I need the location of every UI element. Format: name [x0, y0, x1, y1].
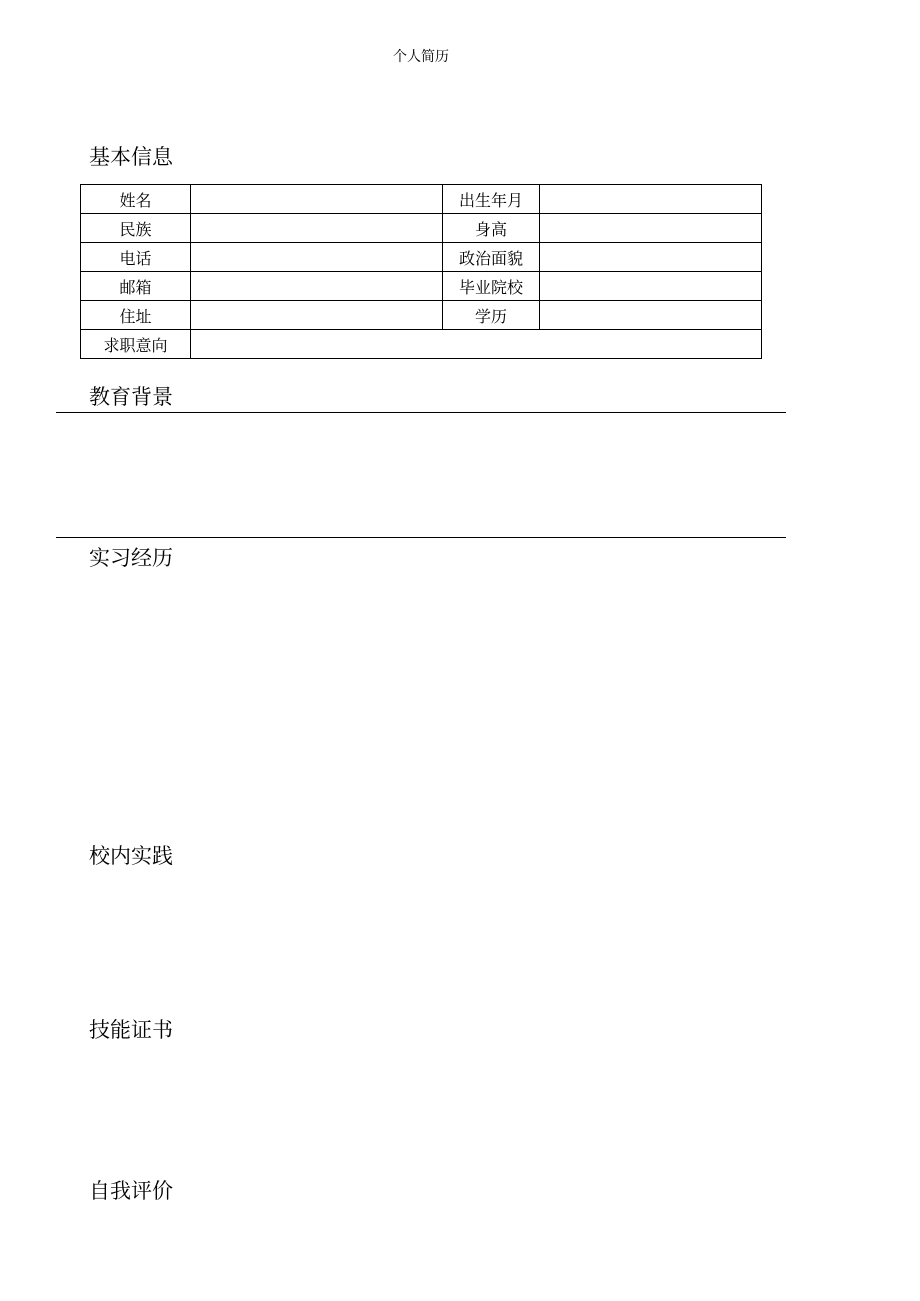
value-email[interactable]: [191, 272, 443, 301]
value-ethnicity[interactable]: [191, 214, 443, 243]
value-height[interactable]: [540, 214, 762, 243]
value-address[interactable]: [191, 301, 443, 330]
document-title: 个人简历: [393, 49, 449, 65]
section-heading-basic-info: 基本信息: [89, 145, 173, 169]
label-ethnicity: 民族: [81, 214, 191, 243]
label-name: 姓名: [81, 185, 191, 214]
section-heading-internship: 实习经历: [89, 546, 173, 570]
value-phone[interactable]: [191, 243, 443, 272]
value-birth-date[interactable]: [540, 185, 762, 214]
label-degree: 学历: [443, 301, 540, 330]
label-phone: 电话: [81, 243, 191, 272]
table-row: [81, 330, 762, 359]
basic-info-table: [80, 184, 762, 359]
divider: [56, 412, 786, 413]
table-row: [81, 272, 762, 301]
value-school[interactable]: [540, 272, 762, 301]
value-job-objective[interactable]: [191, 330, 762, 359]
label-address: 住址: [81, 301, 191, 330]
table-row: [81, 243, 762, 272]
value-political-status[interactable]: [540, 243, 762, 272]
label-school: 毕业院校: [443, 272, 540, 301]
value-degree[interactable]: [540, 301, 762, 330]
label-email: 邮箱: [81, 272, 191, 301]
label-birth-date: 出生年月: [443, 185, 540, 214]
table-row: [81, 301, 762, 330]
section-heading-campus-practice: 校内实践: [89, 844, 173, 868]
label-political-status: 政治面貌: [443, 243, 540, 272]
label-height: 身高: [443, 214, 540, 243]
section-heading-self-evaluation: 自我评价: [89, 1179, 173, 1203]
table-row: [81, 185, 762, 214]
section-heading-skills-certificates: 技能证书: [89, 1018, 173, 1042]
table-row: [81, 214, 762, 243]
section-heading-education: 教育背景: [89, 385, 173, 409]
label-job-objective: 求职意向: [81, 330, 191, 359]
divider: [56, 537, 786, 538]
value-name[interactable]: [191, 185, 443, 214]
